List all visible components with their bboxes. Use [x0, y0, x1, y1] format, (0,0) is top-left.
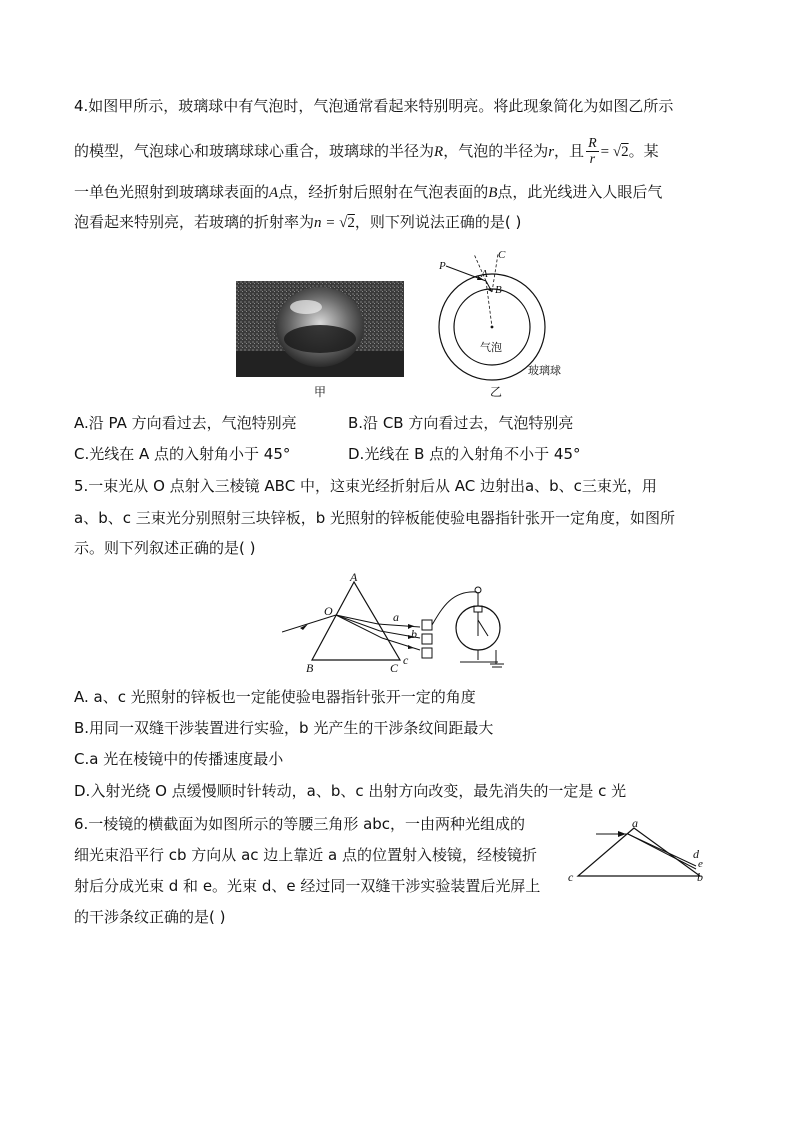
q5-option-b[interactable]: B.用同一双缝干涉装置进行实验，b 光产生的干涉条纹间距最大: [74, 719, 494, 737]
prism-label-C: C: [390, 661, 399, 675]
fig-jia-caption: 甲: [314, 385, 327, 399]
beam-label-d: d: [693, 847, 699, 861]
q4-option-a[interactable]: A.沿 PA 方向看过去，气泡特别亮: [74, 414, 297, 432]
q6-line-3: 射后分成光束 d 和 e。光束 d、e 经过同一双缝干涉实验装置后光屏上: [74, 877, 541, 895]
prism-label-A: A: [350, 570, 358, 584]
tri-label-b: b: [697, 870, 703, 884]
label-P: P: [439, 260, 446, 272]
label-A: A: [481, 268, 488, 280]
label-C: C: [498, 249, 506, 261]
q6-line-2: 细光束沿平行 cb 方向从 ac 边上靠近 a 点的位置射入棱镜，经棱镜折: [74, 846, 538, 864]
q4-options-row-1: [74, 413, 574, 433]
q5-option-d[interactable]: D.入射光绕 O 点缓慢顺时针转动，a、b、c 出射方向改变，最先消失的一定是 c 光: [74, 782, 627, 800]
label-B: B: [495, 284, 502, 296]
q4-option-c[interactable]: C.光线在 A 点的入射角小于 45°: [74, 445, 291, 463]
label-bubble: 气泡: [480, 341, 502, 354]
q4-option-b[interactable]: B.沿 CB 方向看过去，气泡特别亮: [348, 414, 574, 432]
beam-label-e: e: [698, 858, 703, 870]
prism-electroscope-diagram: [282, 568, 522, 680]
beam-label-b: b: [411, 627, 417, 641]
tri-label-c: c: [568, 870, 574, 884]
q4-options-row-2: [74, 444, 581, 464]
fig-yi-caption: 乙: [490, 385, 503, 399]
prism-label-B: B: [306, 661, 314, 675]
q4-option-d[interactable]: D.光线在 B 点的入射角不小于 45°: [348, 445, 581, 463]
ratio-fraction: $\frac{R}{r}$: [588, 136, 597, 167]
q6-line-1: 6.一棱镜的横截面为如图所示的等腰三角形 abc，一由两种光组成的: [74, 815, 526, 833]
q4-line-4: 泡看起来特别亮，若玻璃的折射率为n = √2，则下列说法正确的是( ): [74, 213, 522, 231]
q5-line-1: 5.一束光从 O 点射入三棱镜 ABC 中，这束光经折射后从 AC 边射出a、b、c三束光，用: [74, 477, 657, 495]
label-glass-ball: 玻璃球: [528, 364, 561, 377]
bubble-model-diagram: [430, 252, 590, 382]
glass-ball-photo: [236, 281, 404, 377]
q5-line-2: a、b、c 三束光分别照射三块锌板，b 光照射的锌板能使验电器指针张开一定角度，如图所: [74, 509, 676, 527]
q4-line-2: 的模型，气泡球心和玻璃球球心重合，玻璃球的半径为R，气泡的半径为r，且 $\frac{R}{r}$ = √2。某: [74, 136, 659, 167]
beam-label-a: a: [393, 610, 399, 624]
q4-line-3: 一单色光照射到玻璃球表面的A点，经折射后照射在气泡表面的B点，此光线进入人眼后气: [74, 183, 663, 201]
beam-label-c: c: [403, 653, 409, 667]
q5-line-3: 示。则下列叙述正确的是( ): [74, 539, 256, 557]
q5-option-c[interactable]: C.a 光在棱镜中的传播速度最小: [74, 750, 284, 768]
q5-option-a[interactable]: A. a、c 光照射的锌板也一定能使验电器指针张开一定的角度: [74, 688, 476, 706]
q4-line-1: 4.如图甲所示，玻璃球中有气泡时，气泡通常看起来特别明亮。将此现象简化为如图乙所示: [74, 97, 674, 115]
prism-label-O: O: [324, 604, 333, 618]
tri-label-a: a: [632, 816, 638, 830]
q6-line-4: 的干涉条纹正确的是( ): [74, 908, 226, 926]
